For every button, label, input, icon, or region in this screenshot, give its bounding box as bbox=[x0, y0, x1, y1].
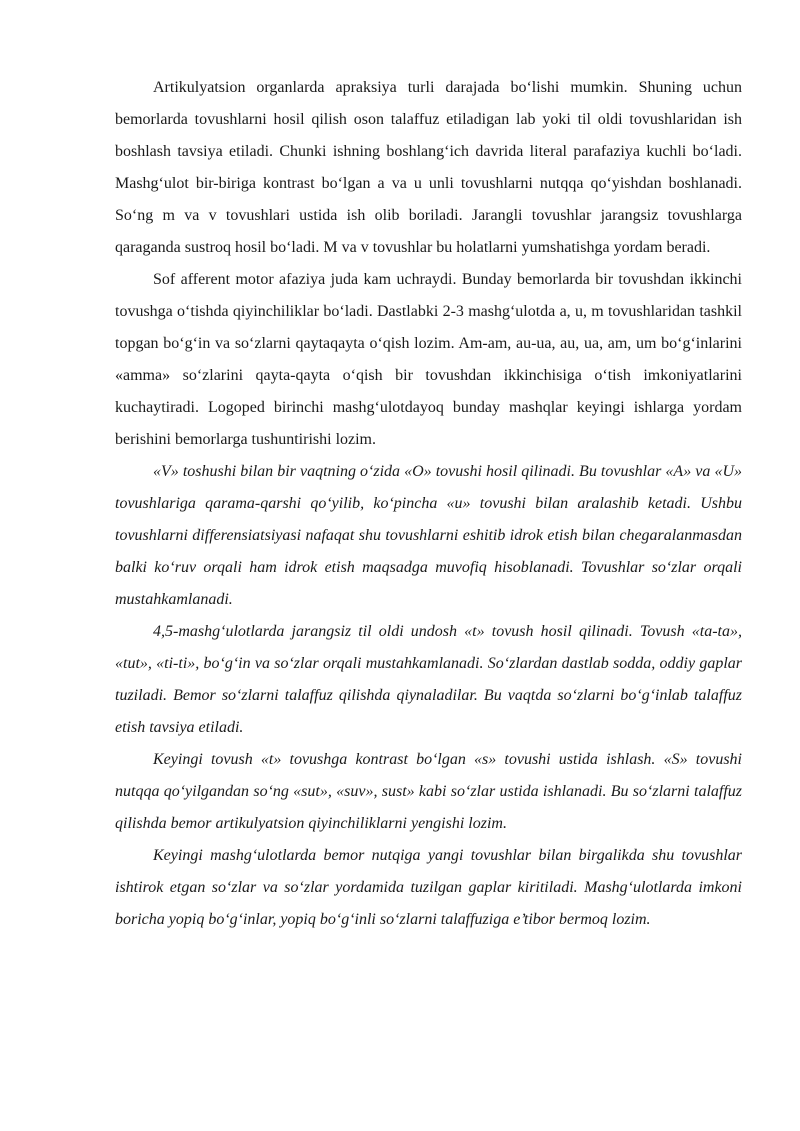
paragraph-v-o-sounds: «V» toshushi bilan bir vaqtning o‘zida «O» tovushi hosil qilinadi. Bu tovushlar «A» va «U» tovushlariga qarama-qarshi qo‘yilib, ko‘pincha «u» tovushi bilan aralashib ketadi. Ushbu tovushlarni differensiatsiyasi nafaqat shu tovushlarni eshitib idrok etish bilan chegaralanmasdan balki ko‘ruv orqali ham idrok etish maqsadga muvofiq hisoblanadi. Tovushlar so‘zlar orqali mustahkamlanadi. bbox=[115, 463, 742, 608]
paragraph-s-sound: Keyingi tovush «t» tovushga kontrast bo‘lgan «s» tovushi ustida ishlash. «S» tovushi nutqqa qo‘yilgandan so‘ng «sut», «suv», sust» kabi so‘zlar ustida ishlanadi. Bu so‘zlarni talaffuz qilishda bemor artikulyatsion qiyinchiliklarni yengishi lozim. bbox=[115, 751, 742, 832]
paragraph-afferent-motor-aphasia: Sof afferent motor afaziya juda kam uchraydi. Bunday bemorlarda bir tovushdan ikkinchi tovushga o‘tishda qiyinchiliklar bo‘ladi. Dastlabki 2-3 mashg‘ulotda a, u, m tovushlaridan tashkil topgan bo‘g‘in va so‘zlarni qaytaqayta o‘qish lozim. Am-am, au-ua, au, ua, am, um bo‘g‘inlarini «amma» so‘zlarini qayta-qayta o‘qish bir tovushdan ikkinchisiga o‘tish imkoniyatlarini kuchaytiradi. Logoped birinchi mashg‘ulotdayoq bunday mashqlar keyingi ishlarga yordam berishini bemorlarga tushuntirishi lozim. bbox=[115, 271, 742, 448]
paragraph-t-sound: 4,5-mashg‘ulotlarda jarangsiz til oldi undosh «t» tovush hosil qilinadi. Tovush «ta-ta», «tut», «ti-ti», bo‘g‘in va so‘zlar orqali mustahkamlanadi. So‘zlardan dastlab sodda, oddiy gaplar tuziladi. Bemor so‘zlarni talaffuz qilishda qiynaladilar. Bu vaqtda so‘zlarni bo‘g‘inlab talaffuz etish tavsiya etiladi. bbox=[115, 623, 742, 736]
document-page bbox=[115, 72, 742, 936]
paragraph-closed-syllables: Keyingi mashg‘ulotlarda bemor nutqiga yangi tovushlar bilan birgalikda shu tovushlar ishtirok etgan so‘zlar va so‘zlar yordamida tuzilgan gaplar kiritiladi. Mashg‘ulotlarda imkoni boricha yopiq bo‘g‘inlar, yopiq bo‘g‘inli so‘zlarni talaffuziga e’tibor bermoq lozim. bbox=[115, 847, 742, 928]
paragraph-apraxia: Artikulyatsion organlarda apraksiya turli darajada bo‘lishi mumkin. Shuning uchun bemorlarda tovushlarni hosil qilish oson talaffuz etiladigan lab yoki til oldi tovushlaridan ish boshlash tavsiya etiladi. Chunki ishning boshlang‘ich davrida literal parafaziya kuchli bo‘ladi. Mashg‘ulot bir-biriga kontrast bo‘lgan a va u unli tovushlarni nutqqa qo‘yishdan boshlanadi. So‘ng m va v tovushlari ustida ish olib boriladi. Jarangli tovushlar jarangsiz tovushlarga qaraganda sustroq hosil bo‘ladi. M va v tovushlar bu holatlarni yumshatishga yordam beradi. bbox=[115, 79, 742, 256]
